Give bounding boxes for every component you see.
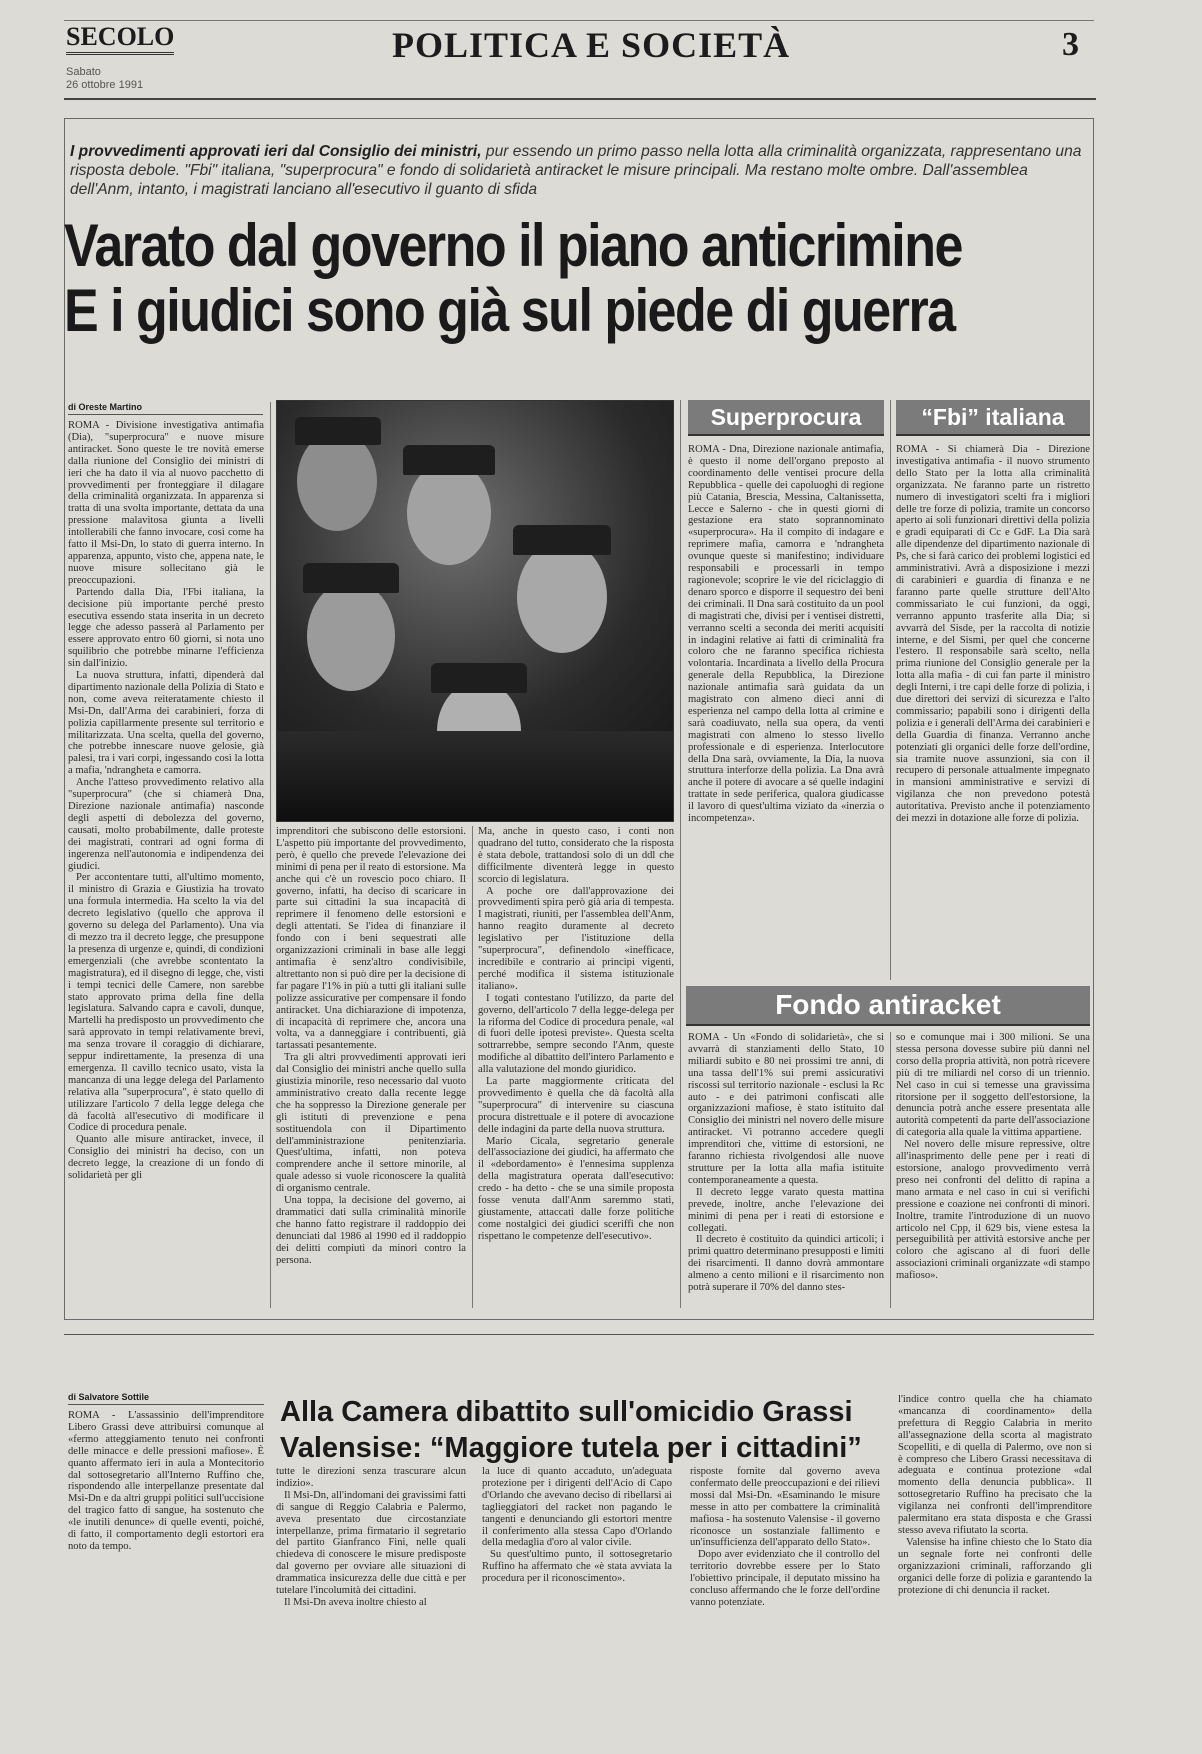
paragraph: so e comunque mai i 300 milioni. Se una stessa persona dovesse subire più danni nel corso della propria attività, non potrà ricevere più di tre miliardi nel corso di un triennio. Nel caso in cui si temesse una gravissima ritorsione per il soggetto dell'estorsione, la denuncia potrà anche essere presentata alle autorità competenti da parte dell'associazione di categoria alla quale la vittima appartiene. xyxy=(896,1032,1090,1139)
bottom-col-3 xyxy=(482,1466,672,1750)
magistrates-photo xyxy=(276,400,674,822)
bottom-col-4 xyxy=(690,1466,880,1750)
photo-figure xyxy=(307,581,395,691)
antiracket-heading: Fondo antiracket xyxy=(686,986,1090,1026)
fbi-heading: “Fbi” italiana xyxy=(896,400,1090,436)
section-rule xyxy=(64,98,1096,100)
section-title: POLITICA E SOCIETÀ xyxy=(392,25,791,65)
paragraph: ROMA - L'assassinio dell'imprenditore Libero Grassi deve attribuirsi comunque al «fermo atteggiamento tenuto nei confronti delle minacce e delle pressioni mafiose». È quanto affermato ieri in aula a Montecitorio dal sottosegretario all'Interno Ruffino che, rispondendo alle interpellanze presentate dal Msi-Dn e da altri gruppi politici sull'uccisione del tragico fatto di sangue, ha sostenuto che «le inutili denunce» di quelle eventi, poiché, di fatto, il comportamento degli estortori era noto da tempo. xyxy=(68,1410,264,1552)
fbi-text xyxy=(896,444,1090,980)
paragraph: Per accontentare tutti, all'ultimo momento, il ministro di Grazia e Giustizia ha trovato una formula intermedia. Ha scelto la via del decreto legislativo (quello che approva il governo su delega del Parlamento). Una via di mezzo tra il decreto legge, che presuppone la presenza di urgenze e, quindi, di condizioni emergenziali (che avrebbe scontentato la magistratura), ed il disegno di legge, che, visti i tempi tecnici delle Camere, non sarebbe stato approvato prima della fine della legislatura. Salvando capra e cavoli, dunque, Martelli ha predisposto un provvedimento che sarà approvato in tempi relativamente brevi, ma senza trovare il coraggio di dichiarare, seppur indirettamente, la presenza di una emergenza. Il cavillo tecnico usato, vista la mancanza di una legge delega del Parlamento relativa alla "superprocura", è stato quello di utilizzare l'articolo 7 della legge delega che dà facoltà all'esecutivo di modificare il Codice di procedura penale. xyxy=(68,872,264,1134)
paragraph: Partendo dalla Dia, l'Fbi italiana, la decisione più importante perché presto esecutiva essendo stata inserita in un decreto legge che adesso passerà al Parlamento per essere approvato entro 60 giorni, si nota uno squilibrio che potrebbe minarne l'efficienza sin dall'inizio. xyxy=(68,586,264,670)
photo-figure xyxy=(517,541,607,653)
bottom-article-rule xyxy=(64,1334,1094,1335)
paragraph: ROMA - Divisione investigativa antimafia (Dia), "superprocura" e nuove misure antiracket. Sono queste le tre novità emerse dalla riunione del Consiglio dei ministri di ieri che ha dato il via al nuovo pacchetto di provvedimenti per fronteggiare il dilagare della criminalità organizzata. In apparenza si tratta di una svolta importante, dettata da una pressione malavitosa giunta a livelli intollerabili che fanno invocare, così come ha fatto il Msi-Dn, lo stato di guerra interno. In apparenza, appunto, visto che, appena nate, le nuove misure sollecitano già le preoccupazioni. xyxy=(68,420,264,586)
paragraph: Una toppa, la decisione del governo, ai drammatici dati sulla criminalità minorile che hanno fatto registrare il raddoppio dei denunciati dal 1986 al 1990 ed il raddoppio dei delitti compiuti da minori contro la persona. xyxy=(276,1195,466,1266)
paragraph: l'indice contro quella che ha chiamato «mancanza di coordinamento» della prefettura di Reggio Calabria in merito all'assegnazione della scorta al magistrato Scopelliti, e di quella di Palermo, ove non si è compreso che Libero Grassi necessitava di adeguata e continua protezione «dal momento della denuncia pubblica». Il sottosegretario Ruffino ha precisato che la vigilanza nei confronti dell'imprenditore palermitano era stata disposta e che Grassi stesso aveva rifiutato la scorta. xyxy=(898,1394,1092,1536)
paragraph: Il decreto legge varato questa mattina prevede, inoltre, anche l'elevazione dei minimi di pena per i reati di estorsione e collegati. xyxy=(688,1186,884,1234)
photo-figure-cap xyxy=(403,445,495,475)
superprocura-heading: Superprocura xyxy=(688,400,884,436)
masthead-date: 26 ottobre 1991 xyxy=(66,79,144,91)
photo-robes xyxy=(277,731,674,822)
paragraph: Anche l'atteso provvedimento relativo alla "superprocura" (che si chiamerà Dna, Direzione nazionale antimafia) nasconde degli aspetti di debolezza del governo, causati, molto probabilmente, dalle proteste dei magistrati, contrari ad ogni forma di ingerenza nell'autonomia e indipendenza dei giudici. xyxy=(68,777,264,872)
photo-figure-cap xyxy=(513,525,611,555)
paragraph: Il Msi-Dn aveva inoltre chiesto al xyxy=(284,1596,427,1608)
column-rule xyxy=(680,400,681,1308)
photo-figure xyxy=(297,431,377,531)
paragraph: Su quest'ultimo punto, il sottosegretario Ruffino ha affermato che «è stata avviata la procedura per il riconoscimento». xyxy=(482,1549,672,1585)
column-rule xyxy=(270,402,271,1308)
paragraph: la luce di quanto accaduto, un'adeguata protezione per i dirigenti dell'Acio di Capo d'Orlando che avevano deciso di ribellarsi ai taglieggiatori del racket non pagando le tangenti e denunciando gli estortori mentre il conferimento alla stessa Capo d'Orlando della medaglia d'oro al valor civile. xyxy=(482,1466,672,1549)
photo-figure-cap xyxy=(295,417,381,445)
bottom-headline-line-1: Alla Camera dibattito sull'omicidio Grassi xyxy=(280,1396,853,1428)
paragraph: tutte le direzioni senza trascurare alcun indizio». xyxy=(276,1466,466,1489)
antiracket-col-1 xyxy=(688,1032,884,1308)
bottom-headline xyxy=(280,1394,940,1466)
antiracket-col-2 xyxy=(896,1032,1090,1308)
standfirst xyxy=(70,142,1090,199)
column-rule xyxy=(890,400,891,980)
bottom-byline: di Salvatore Sottile xyxy=(68,1392,264,1405)
main-byline: di Oreste Martino xyxy=(68,402,263,415)
column-rule xyxy=(890,1032,891,1308)
paragraph: A poche ore dall'approvazione dei provvedimenti spira però già aria di tempesta. I magistrati, riuniti, per l'assemblea dell'Anm, hanno reagito duramente al decreto legislativo per l'istituzione della "superprocura", definendolo «inefficace, incredibile e contrario ai princìpi vigenti, perché modifica il sistema istituzionale italiano». xyxy=(478,885,674,992)
bottom-col-2 xyxy=(276,1466,466,1750)
photo-figure-cap xyxy=(303,563,399,593)
paragraph: Quanto alle misure antiracket, invece, il Consiglio dei ministri ha deciso, con un decreto legge, la creazione di un fondo di solidarietà per gli xyxy=(68,1134,264,1182)
paragraph: ROMA - Dna, Direzione nazionale antimafia, è questo il nome dell'organo preposto al coordinamento delle ventisei procure della Repubblica - quelle dei capoluoghi di regione più Catania, Brescia, Messina, Caltanissetta, Lecce e Salerno - che in questi giorni di gestazione era stato soprannominato «superprocura». Ha il compito di indagare e reprimere mafia, camorra e 'ndrangheta ovunque queste si manifestino; individuare responsabili e processarli in tempo ragionevole; scoprire le vie del riciclaggio di denaro sporco e disporre il sequestro dei beni dei criminali. Il Dna sarà costituito da un pool di magistrati che, divisi per i ventisei distretti, verranno scelti a seconda dei meriti acquisiti in indagini relative ai fatti di criminalità fra coloro che ne faranno specifica richiesta volontaria. Incardinata a livello della Procura generale della Repubblica, la Direzione nazionale antimafia sarà guidata da un magistrato con almeno dieci anni di esperienza nel campo della lotta al crimine e sarà coadiuvato, nella sua opera, da venti magistrati con almeno lo stesso livello professionale e di esperienza. Interlocutore della Dna sarà, ovviamente, la Dia, la nuova struttura interforze della polizia. La Dna avrà anche il potere di avocare a sé quelle indagini trattate in sede periferica, qualora giudicasse il lavoro di quest'ultima viziato da «inerzia o incompetenza». xyxy=(688,444,884,825)
bottom-headline-line-2: Valensise: “Maggiore tutela per i cittadini” xyxy=(280,1432,862,1464)
paragraph: La nuova struttura, infatti, dipenderà dal dipartimento nazionale della Polizia di Stato e non, come aveva reiteratamente chiesto il Msi-Dn, dall'Arma dei carabinieri, forza di polizia capillarmente presente sul territorio e militarizzata. Una scelta, quella del governo, che potrebbe innescare nuove gelosie, già palesi, tra i vari corpi, ingessando così la lotta a mafia, 'ndrangheta e camorra. xyxy=(68,670,264,777)
superprocura-text xyxy=(688,444,884,980)
headline-line-2: E i giudici sono già sul piede di guerra xyxy=(64,277,955,346)
paragraph: ROMA - Si chiamerà Dia - Direzione investigativa antimafia - il nuovo strumento dello Stato per la lotta alla criminalità organizzata. Ne faranno parte un ristretto numero di investigatori scelti fra i migliori delle tre forze di polizia, tramite un concorso aperto ai soli funzionari direttivi della polizia e gradi equiparati di Cc e GdF. La Dia sarà alle dipendenze del dipartimento nazionale di Ps, che si farà carico dei problemi logistici ed amministrativi. Avrà a disposizione i mezzi di carabinieri e guardia di finanza e ne faranno parte quelle strutture dell'Alto commissariato le cui funzioni, da oggi, verranno appunto trasferite alla Dia; si avvarrà del Sisde, per la raccolta di notizie interne, e del Sismi, per quel che concerne l'estero. Il responsabile sarà scelto, nella prima riunione del Consiglio generale per la lotta alla mafia - di cui fan parte il ministro degli Interni, i tre capi delle forze di polizia, i due direttori dei servizi di sicurezza e l'alto commissario; papabili sono i dirigenti della polizia e i generali dell'Arma dei carabinieri e della Guardia di finanza. Verranno anche potenziati gli organici delle forze dell'ordine, sia tramite nuove assunzioni, sia con il recupero di personale attualmente impegnato in mansioni amministrative e servizi di vigilanza che non prevedono potestà autoritativa. Previsto anche il potenziamento dei mezzi in dotazione alle forze di polizia. xyxy=(896,444,1090,825)
column-rule xyxy=(472,826,473,1308)
standfirst-text: pur essendo un primo passo nella lotta alla criminalità organizzata, rappresentano una risposta debole. "Fbi" italiana, "superprocura" e fondo di solidarietà antiracket le misure principali. Ma restano molte ombre. Dall'assemblea dell'Anm, intanto, i magistrati lanciano all'esecutivo il guanto di sfida xyxy=(70,143,1082,198)
main-article-col-3 xyxy=(478,826,674,1308)
main-headline xyxy=(64,214,1104,344)
newspaper-masthead: SECOLO xyxy=(66,22,174,55)
paragraph: Nel novero delle misure repressive, oltre all'inasprimento delle pene per i reati di estorsione, analogo provvedimento verrà preso nei confronti del delitto di rapina a mano armata e nel caso in cui si verifichi pressione e coazione nei confronti di minori. Inoltre, tramite l'introduzione di un nuovo articolo nel Cpp, il 629 bis, viene estesa la perseguibilità per attività estorsive anche per coloro che agiscano al di fuori delle associazioni criminali organizzate «di stampo mafioso». xyxy=(896,1139,1090,1282)
paragraph: imprenditori che subiscono delle estorsioni. L'aspetto più importante del provvedimento, però, è quello che prevede l'elevazione dei minimi di pena per il reato di estorsione. Ma anche qui c'è un rovescio poco chiaro. Il governo, infatti, ha deciso di scaricare in parte sui cittadini la sua incapacità di reprimere il fenomeno delle estorsioni e degli attentati. Se l'idea di finanziare il fondo con i beni sequestrati alle organizzazioni criminali in base alle leggi antimafia è senz'altro condivisibile, altrettanto non si può dire per la decisione di far pagare l'1% in più a tutti gli italiani sulle polizze assicurative per compensare il fondo antiracket. Una dichiarazione di impotenza, di incapacità di reprimere che, ancora una volta, va a danneggiare i contribuenti, già tartassati pesantemente. xyxy=(276,826,466,1052)
top-rule xyxy=(64,20,1094,21)
photo-figure xyxy=(407,461,491,565)
paragraph: Dopo aver evidenziato che il controllo del territorio dovrebbe essere per lo Stato l'obiettivo principale, il deputato missino ha concluso affermando che le forze dell'ordine vanno potenziate. xyxy=(690,1549,880,1608)
headline-line-1: Varato dal governo il piano anticrimine xyxy=(64,212,962,281)
paragraph: risposte fornite dal governo aveva confermato delle preoccupazioni e dei rilievi mossi dal Msi-Dn. «Esaminando le misure messe in atto per combattere la criminalità mafiosa - ha sostenuto Valensise - il governo riconosce un sostanziale fallimento e un'insufficienza dell'apparato dello Stato». xyxy=(690,1466,880,1549)
paragraph: Il decreto è costituito da quindici articoli; i primi quattro determinano presupposti e limiti dei risarcimenti. Il danno dovrà ammontare almeno a cento milioni e il risarcimento non potrà superare il 70% del danno stes- xyxy=(688,1234,884,1294)
paragraph: Tra gli altri provvedimenti approvati ieri dal Consiglio dei ministri anche quello sulla giustizia minorile, reso necessario dal vuoto amministrativo creato dalla recente legge che ha soppresso la Direzione generale per gli istituti di prevenzione e pena sostituendola con il Dipartimento dell'amministrazione penitenziaria. Quest'ultima, infatti, non poteva comprendere anche il settore minorile, al quale adesso si vuole riconoscere la qualità di organismo centrale. xyxy=(276,1052,466,1195)
bottom-col-1 xyxy=(68,1410,264,1750)
paragraph: La parte maggiormente criticata del provvedimento è quella che dà facoltà alla "superprocura" di intervenire su ciascuna procura distrettuale e il potere di avocazione delle indagini da parte della nuova struttura. xyxy=(478,1076,674,1135)
paragraph: Il Msi-Dn, all'indomani dei gravissimi fatti di sangue di Reggio Calabria e Palermo, aveva presentato due circostanziate interpellanze, prima firmatario il segretario del partito Gianfranco Fini, nelle quali chiedeva di conoscere le misure predisposte dal governo per ovviare alle situazioni di drammatica insicurezza delle due città e per tutelare l'incolumità dei cittadini. xyxy=(276,1489,466,1597)
paragraph: Ma, anche in questo caso, i conti non quadrano del tutto, considerato che la risposta è stata debole, trattandosi solo di un ddl che difficilmente diventerà legge in questo scorcio di legislatura. xyxy=(478,826,674,885)
paragraph: Mario Cicala, segretario generale dell'associazione dei giudici, ha affermato che il «debordamento» è l'ennesima supplenza della magistratura operata dall'esecutivo: credo - ha detto - che se una simile proposta fosse venuta dall'Anm saremmo stati, giustamente, attaccati dalle forze politiche come nostalgici dei giudici sceriffi che non rispettano le competenze dell'esecutivo». xyxy=(478,1135,674,1242)
standfirst-lead: I provvedimenti approvati ieri dal Consiglio dei ministri, xyxy=(70,143,482,160)
page-number: 3 xyxy=(1062,26,1079,63)
paragraph: ROMA - Un «Fondo di solidarietà», che si avvarrà di stanziamenti dello Stato, 10 miliardi subito e 80 nei prossimi tre anni, di una tassa dell'1% sui premi assicurativi riscossi sul territorio nazionale - esclusi la Rc auto - e dei patrimoni confiscati alle organizzazioni mafiose, è stato istituito dal Consiglio dei ministri nel novero delle misure antiracket. Vi potranno accedere quegli imprenditori che, vittime di estorsioni, ne faranno richiesta rivolgendosi alle nuove strutture per la lotta alla mafia istituite contemporaneamente a questa. xyxy=(688,1032,884,1186)
bottom-col-5 xyxy=(898,1394,1092,1750)
main-article-col-2 xyxy=(276,826,466,1308)
paragraph: I togati contestano l'utilizzo, da parte del governo, dell'articolo 7 della legge-delega per la riforma del Codice di procedura penale, «al di fuori delle ipotesi previste». Questa scelta sottrarrebbe, sempre secondo l'Anm, queste modifiche al dibattito dell'intero Parlamento e alla valutazione del mondo giuridico. xyxy=(478,992,674,1076)
photo-figure-cap xyxy=(431,663,527,693)
masthead-day: Sabato xyxy=(66,66,101,78)
paragraph: Valensise ha infine chiesto che lo Stato dia un segnale forte nei confronti delle organizzazioni criminali, rafforzando gli organici delle forze di polizia e garantendo la protezione di chi denuncia il racket. xyxy=(898,1536,1092,1596)
main-article-col-1 xyxy=(68,420,264,1308)
